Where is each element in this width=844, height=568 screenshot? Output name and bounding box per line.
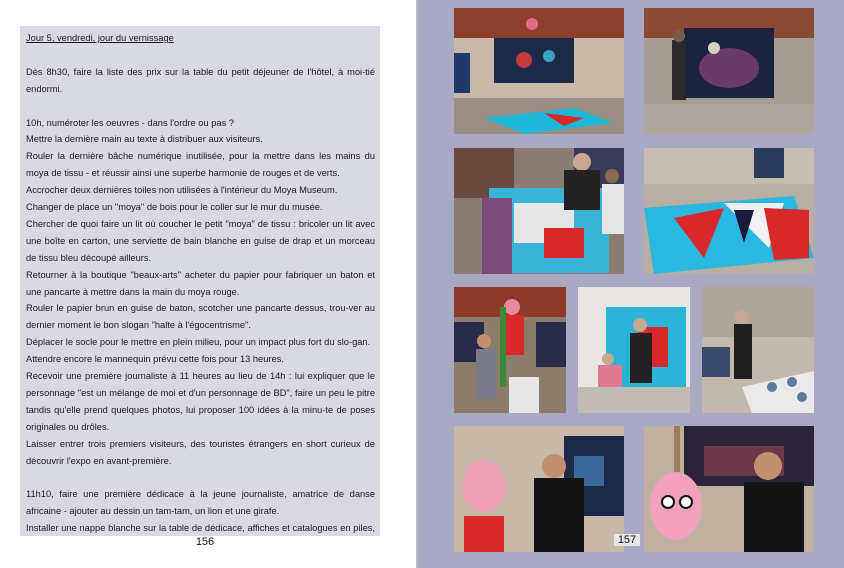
- photo-man-at-table: [702, 287, 814, 413]
- paragraph: Installer une nappe blanche sur la table de dédicace, affiches et catalogues en piles,: [26, 523, 375, 534]
- photo-hanging-painting: [644, 8, 814, 134]
- paragraph: Laisser entrer trois premiers visiteurs, des touristes étrangers en short curieux de découvrir l'expo en avant-première.: [26, 438, 375, 466]
- photo-pink-mannequin-closeup: [454, 426, 624, 552]
- photo-mannequin-with-stick: [644, 426, 814, 552]
- paragraph: Rouler le papier brun en guise de baton, scotcher une pancarte dessus, trou-ver au dernier moment le bon slogan "halte à l'égocentrisme".: [26, 303, 375, 331]
- paragraph: Changer de place un "moya" de bois pour le coller sur le mur du musée.: [26, 202, 323, 213]
- paragraph: Retourner à la boutique "beaux-arts" acheter du papier pour fabriquer un baton et une pancarte à mettre dans la main du moya rouge.: [26, 269, 375, 297]
- photo-banner-on-floor: [644, 148, 814, 274]
- page-number-left: 156: [195, 536, 215, 548]
- paragraph: Dès 8h30, faire la liste des prix sur la table du petit déjeuner de l'hôtel, à moi-tié endormi.: [26, 66, 375, 94]
- journal-text: [26, 33, 375, 536]
- photo-gallery-installation: [454, 8, 624, 134]
- paragraph: 11h10, faire une première dédicace à la jeune journaliste, amatrice de danse africaine - ajouter au dessin un tam-tam, un lion et une girafe.: [26, 489, 375, 517]
- left-page: [0, 0, 416, 568]
- paragraph: Déplacer le socle pour le mettre en plein milieu, pour un impact plus fort du slo-gan.: [26, 337, 371, 348]
- paragraph: Recevoir une première journaliste à 11 heures au lieu de 14h : lui expliquer que le personnage "est un mélange de moi et d'un personnage de BD", faire un peu le pitre tandis qu'elle prend quelques photos, lui proposer 100 idées à la minu-te de poses originales ou drôles.: [26, 371, 375, 432]
- page-number-right: 157: [614, 534, 640, 546]
- paragraph: 10h, numéroter les oeuvres - dans l'ordre ou pas ?: [26, 117, 234, 128]
- paragraph: Chercher de quoi faire un lit où coucher le petit "moya" de tissu : bricoler un lit avec une boîte en carton, une serviette de bain blanche en guise de drap et un morceau de tissu bleu découpé ailleurs.: [26, 218, 375, 263]
- photo-hanging-canvas: [578, 287, 690, 413]
- photo-unrolling-banner: [454, 148, 624, 274]
- paragraph: Mettre la dernière main au texte à distribuer aux visiteurs.: [26, 134, 263, 145]
- text-box: [20, 26, 380, 536]
- paragraph: Rouler la dernière bâche numérique inutilisée, pour la mettre dans les mains du moya de tissu - et réussir ainsi une superbe harmonie de rouges et de verts.: [26, 151, 375, 179]
- day-heading: Jour 5, vendredi, jour du vernissage: [26, 33, 174, 43]
- paragraph: Attendre encore le mannequin prévu cette fois pour 13 heures.: [26, 354, 284, 365]
- photo-man-with-mannequin: [454, 287, 566, 413]
- paragraph: Accrocher deux dernières toiles non utilisées à l'intérieur du Moya Museum.: [26, 185, 338, 196]
